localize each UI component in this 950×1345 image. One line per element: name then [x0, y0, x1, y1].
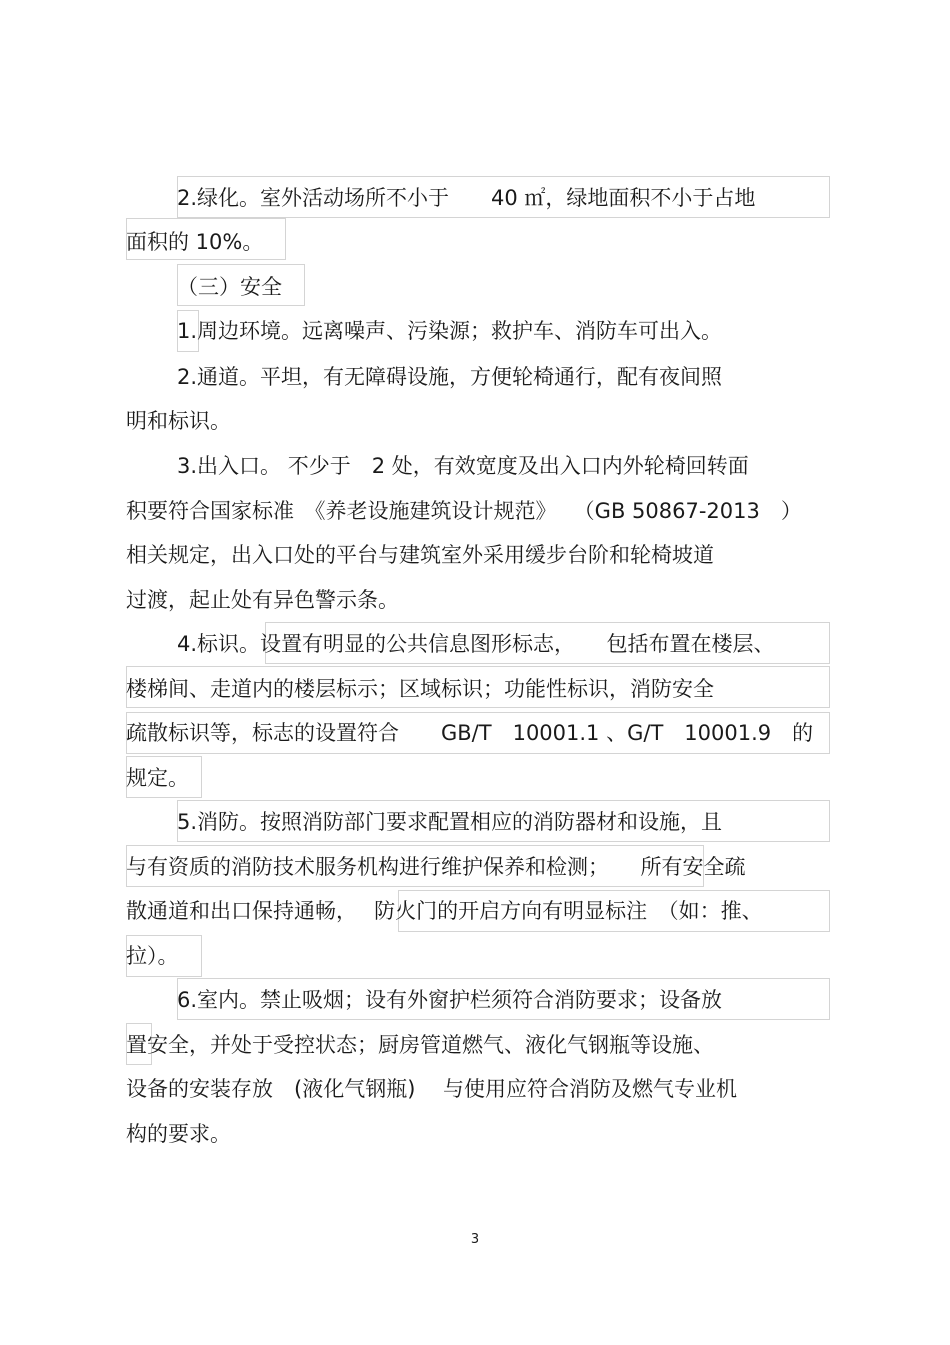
paragraph-indoor-line-4: 构的要求。 [126, 1122, 231, 1146]
paragraph-surroundings-line-1: 1.周边环境。远离噪声、污染源；救护车、消防车可出入。 [177, 319, 723, 343]
paragraph-signage-line-2: 楼梯间、走道内的楼层标示；区域标识；功能性标识，消防安全 [126, 677, 714, 701]
paragraph-entrance-line-3: 相关规定，出入口处的平台与建筑室外采用缓步台阶和轮椅坡道 [126, 543, 714, 567]
paragraph-passage-line-1: 2.通道。平坦，有无障碍设施，方便轮椅通行，配有夜间照 [177, 365, 723, 389]
paragraph-signage-line-1: 4.标识。设置有明显的公共信息图形标志， 包括布置在楼层、 [177, 632, 775, 656]
paragraph-fire-line-4: 拉）。 [126, 944, 179, 968]
paragraph-fire-line-2: 与有资质的消防技术服务机构进行维护保养和检测； 所有安全疏 [126, 855, 746, 879]
paragraph-passage-line-2: 明和标识。 [126, 409, 231, 433]
paragraph-entrance-line-4: 过渡，起止处有异色警示条。 [126, 588, 399, 612]
paragraph-fire-line-1: 5.消防。按照消防部门要求配置相应的消防器材和设施，且 [177, 810, 723, 834]
paragraph-entrance-line-1: 3.出入口。 不少于 2 处，有效宽度及出入口内外轮椅回转面 [177, 454, 749, 478]
paragraph-indoor-line-1: 6.室内。禁止吸烟；设有外窗护栏须符合消防要求；设备放 [177, 988, 723, 1012]
paragraph-entrance-line-2: 积要符合国家标准 《养老设施建筑设计规范》 （GB 50867-2013 ） [126, 499, 802, 523]
page-number: 3 [470, 1232, 480, 1247]
paragraph-indoor-line-2: 置安全，并处于受控状态；厨房管道燃气、液化气钢瓶等设施、 [126, 1033, 714, 1057]
section-heading-safety: （三）安全 [177, 275, 282, 299]
paragraph-signage-line-3: 疏散标识等，标志的设置符合 GB/T 10001.1 、G/T 10001.9 的 [126, 721, 814, 745]
paragraph-fire-line-3: 散通道和出口保持通畅， 防火门的开启方向有明显标注 （如：推、 [126, 899, 763, 923]
paragraph-greening-line-2: 面积的 10%。 [126, 230, 264, 254]
paragraph-signage-line-4: 规定。 [126, 766, 189, 790]
paragraph-greening-line-1: 2.绿化。室外活动场所不小于 40 ㎡，绿地面积不小于占地 [177, 186, 756, 210]
paragraph-indoor-line-3: 设备的安装存放 (液化气钢瓶) 与使用应符合消防及燃气专业机 [126, 1077, 738, 1101]
